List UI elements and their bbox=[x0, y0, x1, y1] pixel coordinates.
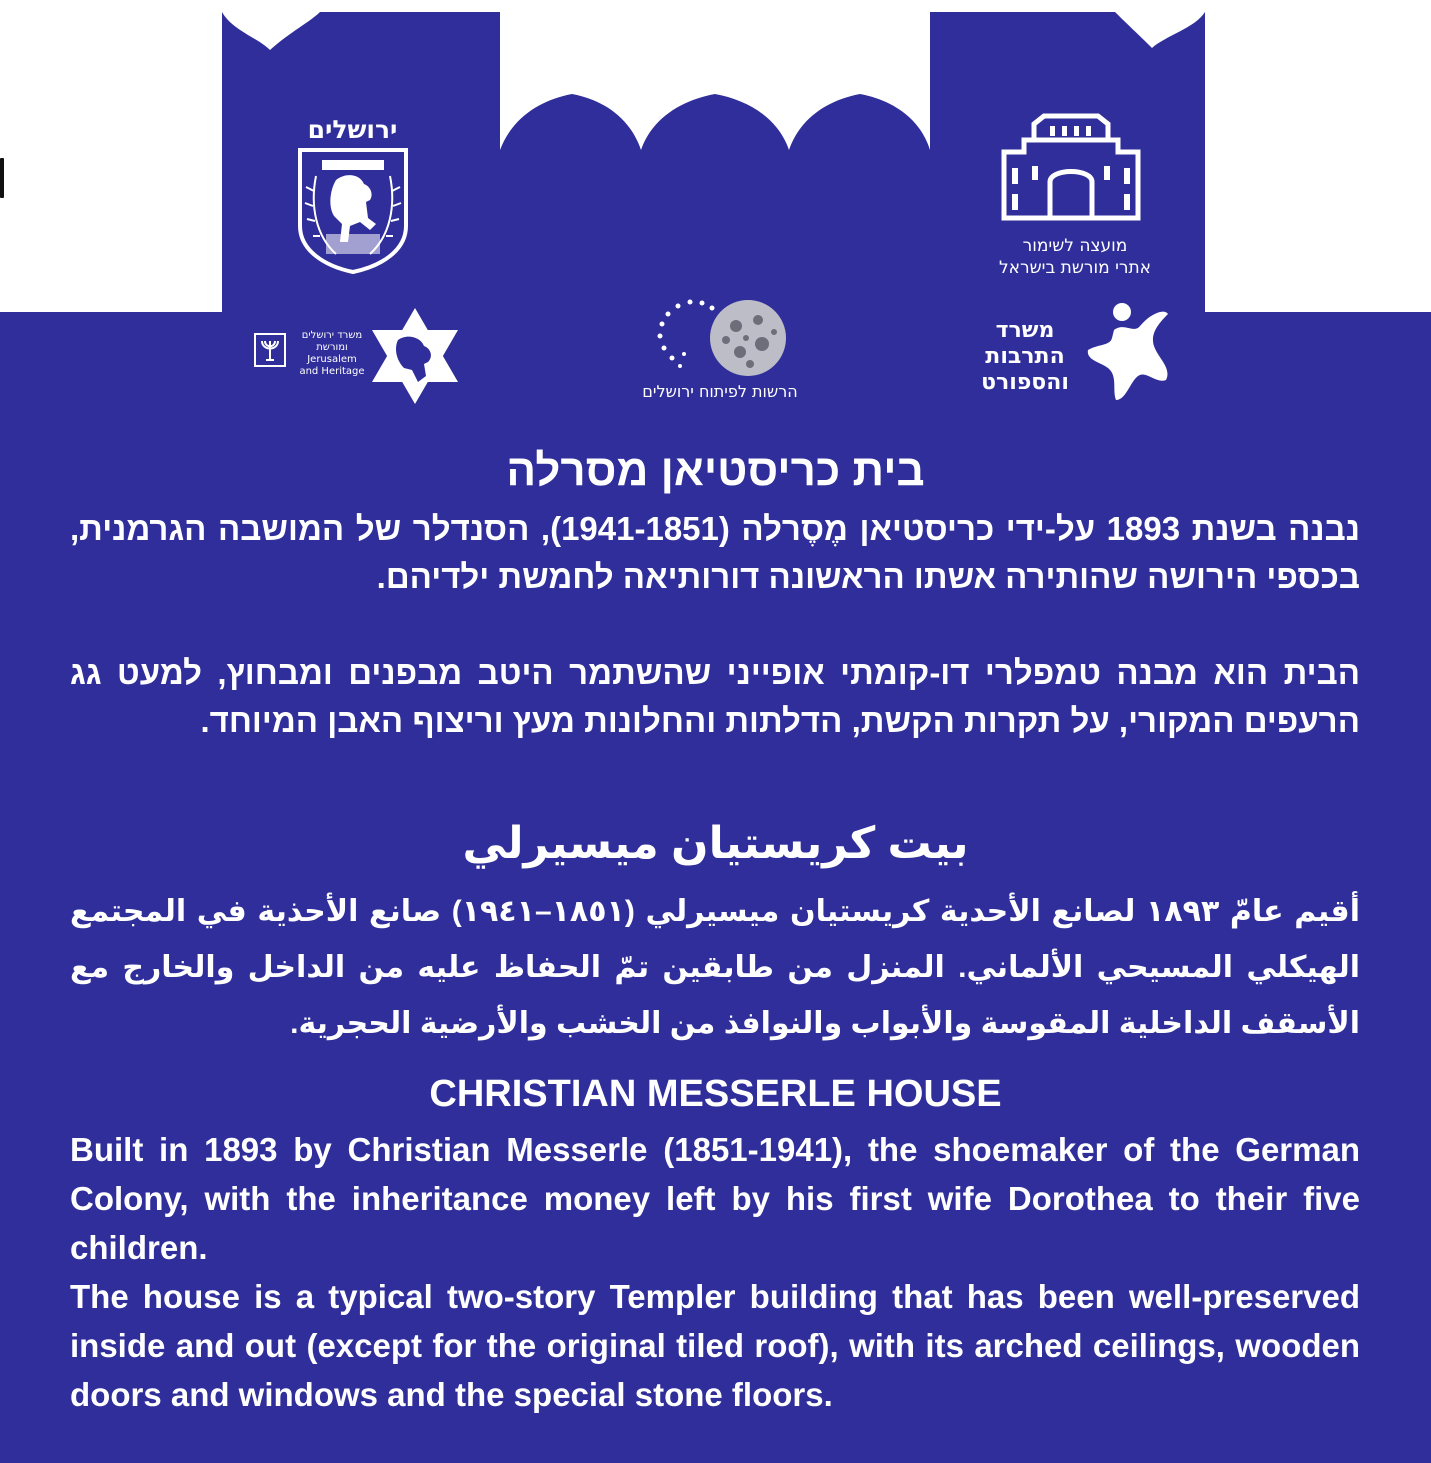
ministry-culture-line-1: משרד bbox=[995, 318, 1055, 343]
heritage-council-caption-2: אתרי מורשת בישראל bbox=[998, 258, 1152, 278]
stone-circle-icon bbox=[650, 296, 790, 378]
jerusalem-lion-emblem-icon bbox=[296, 146, 410, 274]
development-authority-name: הרשות לפיתוח ירושלים bbox=[642, 382, 798, 401]
hebrew-paragraph-1: נבנה בשנת 1893 על-ידי כריסטיאן מֶסֶרלה (1941-1851), הסנדלר של המושבה הגרמנית, בכספי הירושה שהותירה אשתו הראשונה דורותיאה לחמשת ילדיהם. bbox=[70, 510, 1360, 595]
english-title: CHRISTIAN MESSERLE HOUSE bbox=[429, 1073, 1002, 1115]
arabic-title: بيت كريستيان ميسيرلي bbox=[462, 819, 969, 868]
star-of-david-lion-icon bbox=[368, 306, 462, 406]
arabic-paragraph: أقيم عامّ ١٨٩٣ لصانع الأحدية كريستيان ميسيرلي (١٨٥١–١٩٤١) صانع الأحذية في المجتمع الهيكلي المسيحي الألماني. المنزل من طابقين تمّ الحفاظ عليه من الداخل والخارج مع الأسقف الداخلية المقوسة والأبواب والنوافذ من الخشب والأرضية الحجرية. bbox=[70, 895, 1360, 1040]
ministry-heritage-he-2: ומורשת bbox=[316, 342, 348, 353]
hebrew-title: בית כריסטיאן מסרלה bbox=[506, 446, 925, 495]
ministry-heritage-en-1: Jerusalem bbox=[307, 354, 357, 365]
english-paragraph-1: Built in 1893 by Christian Messerle (1851-1941), the shoemaker of the German Colony, with the inheritance money left by his first wife Dorothea to their five children. bbox=[70, 1131, 1360, 1266]
heritage-council-caption-1: מועצה לשימור bbox=[1022, 236, 1128, 256]
hebrew-paragraph-2: הבית הוא מבנה טמפלרי דו-קומתי אופייני שהשתמר היטב מבפנים ומבחוץ, למעט גג הרעפים המקורי, על תקרות הקשת, הדלתות והחלונות מעץ וריצוף האבן המיוחד. bbox=[70, 654, 1360, 739]
templer-building-icon bbox=[1000, 110, 1142, 222]
english-paragraph-2: The house is a typical two-story Templer building that has been well-preserved inside and out (except for the original tiled roof), with its arched ceilings, wooden doors and windows and the special stone floors. bbox=[70, 1278, 1360, 1413]
edge-mark bbox=[0, 158, 4, 198]
ministry-culture-line-3: והספורט bbox=[981, 370, 1069, 395]
star-figure-icon bbox=[1084, 300, 1176, 404]
ministry-heritage-en-2: and Heritage bbox=[299, 366, 365, 377]
menorah-emblem-icon bbox=[254, 333, 286, 367]
ministry-culture-line-2: התרבות bbox=[985, 344, 1065, 369]
ministry-heritage-he-1: משרד ירושלים bbox=[301, 330, 363, 341]
jerusalem-logo-name: ירושלים bbox=[307, 115, 398, 144]
